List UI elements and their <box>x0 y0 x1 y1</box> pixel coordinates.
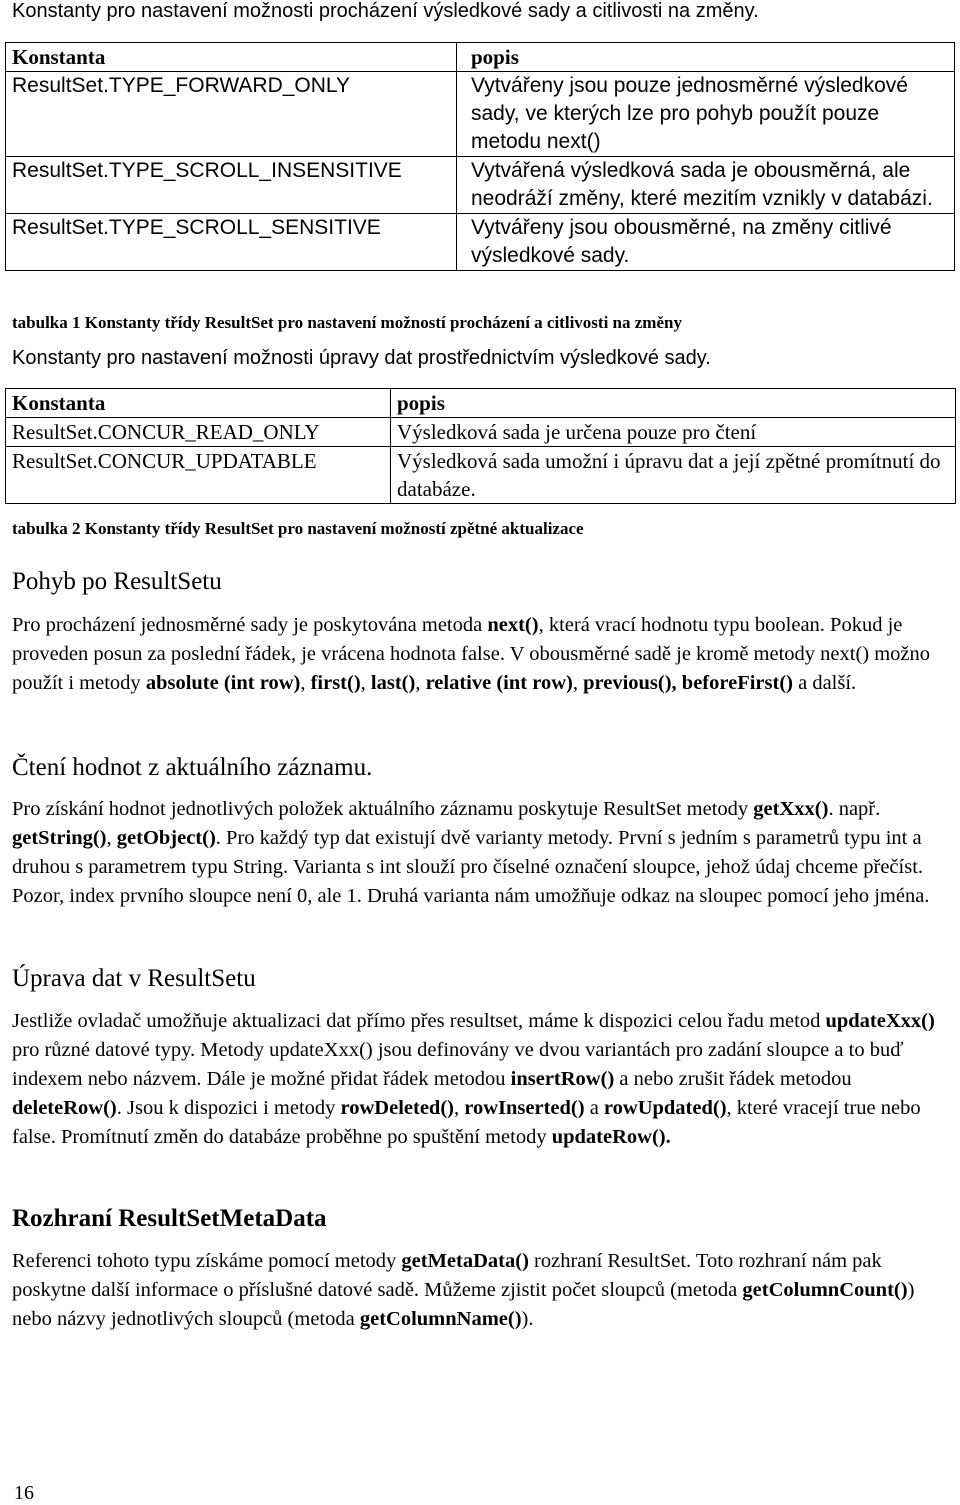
description-cell: Vytvářeny jsou obousměrné, na změny citlivé výsledkové sady. <box>457 214 955 271</box>
method-name: last() <box>370 672 416 694</box>
text-run: rozhraní ResultSet. Toto rozhraní nám pak poskytne další informace o příslušné datové sadě. Můžeme zjistit počet sloupců (metoda <box>12 1250 882 1301</box>
text-run: Referenci tohoto typu získáme pomocí metody <box>12 1250 402 1272</box>
table-row <box>6 157 955 214</box>
table-scroll-constants <box>5 42 955 271</box>
method-name: rowInserted() <box>464 1097 585 1119</box>
method-name: absolute (int row) <box>145 672 301 694</box>
text-run: Pro získání hodnot jednotlivých položek aktuálního záznamu poskytuje ResultSet metody <box>12 798 754 820</box>
paragraph-cteni <box>12 795 947 911</box>
text-run: , které vracejí true nebo false. Promítnutí změn do databáze proběhne po spuštění metody <box>12 1097 921 1148</box>
section-heading-metadata: Rozhraní ResultSetMetaData <box>12 1205 327 1232</box>
text-run: , <box>106 827 117 849</box>
constant-cell: ResultSet.TYPE_SCROLL_INSENSITIVE <box>6 157 457 214</box>
paragraph-metadata <box>12 1247 947 1334</box>
method-name: getMetaData() <box>401 1250 529 1272</box>
constant-cell: ResultSet.CONCUR_UPDATABLE <box>6 447 391 504</box>
text-run: . Jsou k dispozici i metody <box>116 1097 341 1119</box>
method-name: next() <box>487 614 539 636</box>
header-popis: popis <box>457 43 955 72</box>
header-popis: popis <box>391 389 956 418</box>
text-run: ) nebo názvy jednotlivých sloupců (metoda <box>12 1279 915 1330</box>
text-run: , která vrací hodnotu typu boolean. Pokud je proveden posun za poslední řádek, je vrácena hodnota false. V obousměrné sadě je kromě metody next() možno použít i metody <box>12 614 931 694</box>
section-heading-cteni: Čtení hodnot z aktuálního záznamu. <box>12 754 373 781</box>
method-name: getObject() <box>116 827 216 849</box>
method-name: getColumnName() <box>359 1308 522 1330</box>
description-cell: Vytvářená výsledková sada je obousměrná, ale neodráží změny, které mezitím vznikly v databázi. <box>457 157 955 214</box>
method-name: updateXxx() <box>825 1010 935 1032</box>
method-name: updateRow(). <box>551 1126 671 1148</box>
description-cell: Výsledková sada je určena pouze pro čtení <box>391 418 956 447</box>
table-concurrency-constants <box>5 388 956 504</box>
method-name: getColumnCount() <box>742 1279 908 1301</box>
constant-cell: ResultSet.CONCUR_READ_ONLY <box>6 418 391 447</box>
text-run: , <box>300 672 311 694</box>
method-name: insertRow() <box>510 1068 615 1090</box>
text-run: , <box>415 672 426 694</box>
text-run: a <box>584 1097 604 1119</box>
header-konstanta: Konstanta <box>6 43 457 72</box>
method-name: previous(), beforeFirst() <box>583 672 793 694</box>
constant-cell: ResultSet.TYPE_FORWARD_ONLY <box>6 72 457 157</box>
description-cell: Vytvářeny jsou pouze jednosměrné výsledkové sady, ve kterých lze pro pohyb použít pouze metodu next() <box>457 72 955 157</box>
constant-cell: ResultSet.TYPE_SCROLL_SENSITIVE <box>6 214 457 271</box>
paragraph-pohyb <box>12 611 947 698</box>
text-run: pro různé datové typy. Metody updateXxx() jsou definovány ve dvou variantách pro zadání sloupce a to buď indexem nebo názvem. Dále je možné přidat řádek metodou <box>12 1039 904 1090</box>
intro-table2: Konstanty pro nastavení možnosti úpravy dat prostřednictvím výsledkové sady. <box>12 347 711 369</box>
page-number: 16 <box>14 1482 34 1504</box>
table-row <box>6 447 956 504</box>
table-header-row <box>6 43 955 72</box>
text-run: ). <box>521 1308 534 1330</box>
text-run: , <box>453 1097 465 1119</box>
table-row <box>6 418 956 447</box>
text-run: , <box>572 672 584 694</box>
header-konstanta: Konstanta <box>6 389 391 418</box>
text-run: Pro procházení jednosměrné sady je poskytována metoda <box>12 614 488 636</box>
method-name: getString() <box>12 827 107 849</box>
table-header-row <box>6 389 956 418</box>
method-name: deleteRow() <box>12 1097 117 1119</box>
method-name: relative (int row) <box>425 672 573 694</box>
text-run: . Pro každý typ dat existují dvě varianty metody. První s jedním s parametrů typu int a druhou s parametrem typu String. Varianta s int slouží pro číselné označení sloupce, jehož údaj chceme přečíst. Pozor, index prvního sloupce není 0, ale 1. Druhá varianta nám umožňuje odkaz na sloupec pomocí jeho jména. <box>12 827 930 907</box>
text-run: a další. <box>792 672 857 694</box>
text-run: . např. <box>828 798 881 820</box>
method-name: first() <box>310 672 361 694</box>
text-run: , <box>360 672 371 694</box>
table1-caption: tabulka 1 Konstanty třídy ResultSet pro nastavení možností procházení a citlivosti na změny <box>12 313 682 332</box>
table-row <box>6 214 955 271</box>
text-run: Jestliže ovladač umožňuje aktualizaci dat přímo přes resultset, máme k dispozici celou řadu metod <box>12 1010 826 1032</box>
section-heading-uprava: Úprava dat v ResultSetu <box>12 965 256 992</box>
method-name: rowUpdated() <box>603 1097 727 1119</box>
table-row <box>6 72 955 157</box>
text-run: a nebo zrušit řádek metodou <box>614 1068 852 1090</box>
paragraph-uprava <box>12 1007 947 1152</box>
intro-table1: Konstanty pro nastavení možnosti procházení výsledkové sady a citlivosti na změny. <box>12 0 759 22</box>
method-name: getXxx() <box>753 798 829 820</box>
description-cell: Výsledková sada umožní i úpravu dat a její zpětné promítnutí do databáze. <box>391 447 956 504</box>
section-heading-pohyb: Pohyb po ResultSetu <box>12 568 222 595</box>
method-name: rowDeleted() <box>340 1097 454 1119</box>
table2-caption: tabulka 2 Konstanty třídy ResultSet pro nastavení možností zpětné aktualizace <box>12 519 584 538</box>
